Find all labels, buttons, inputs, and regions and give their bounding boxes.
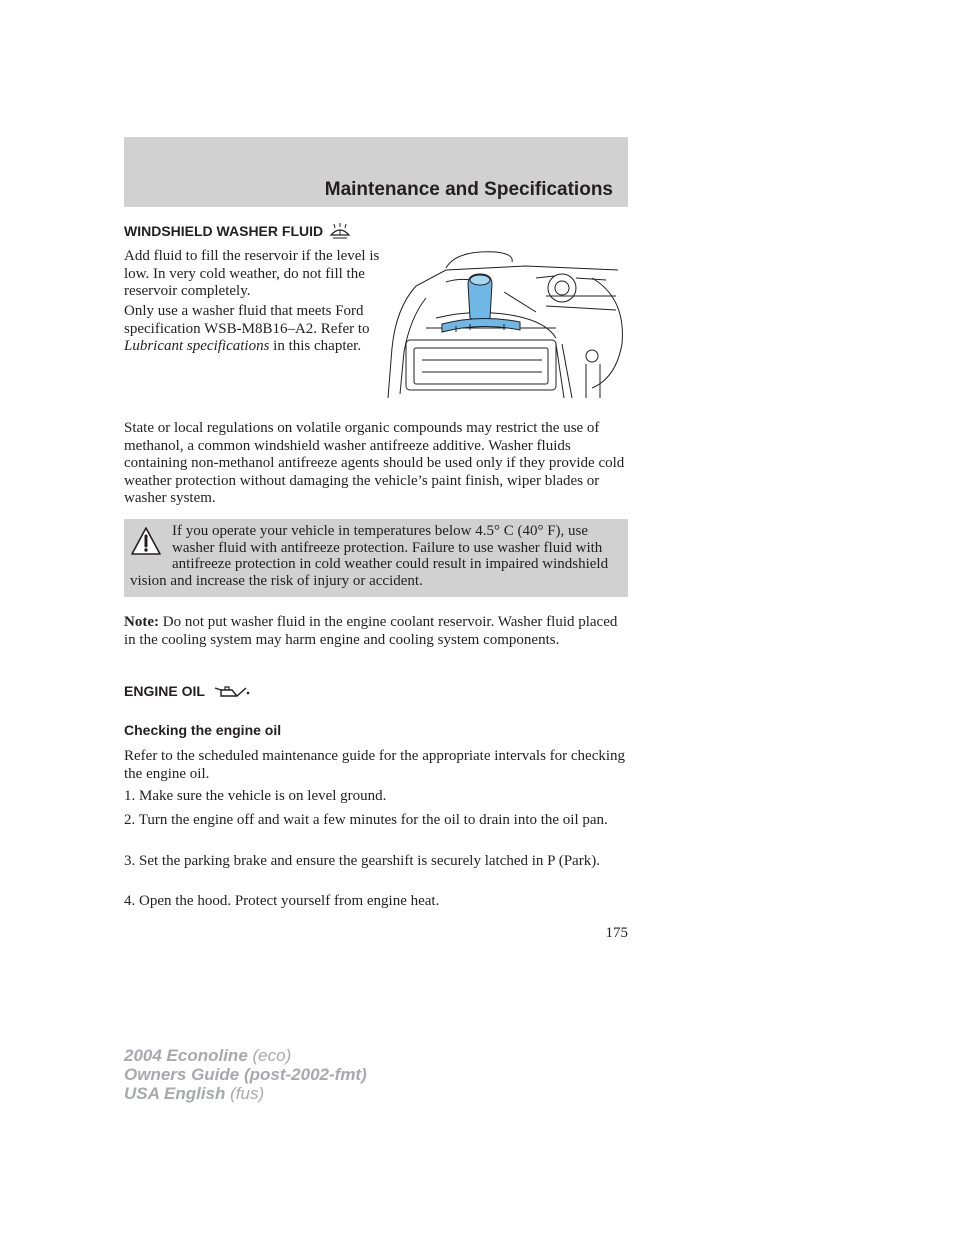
oil-intro-paragraph: Refer to the scheduled maintenance guide for the appropriate intervals for checking the engine oil. (124, 748, 626, 782)
footer-model-code: (eco) (247, 1046, 292, 1065)
lubricant-spec-reference: Lubricant specifications (124, 338, 270, 354)
note-label: Note: (124, 614, 159, 630)
oil-step-4: 4. Open the hood. Protect yourself from engine heat. (124, 893, 440, 909)
warning-box (124, 519, 628, 597)
methanol-regulation-paragraph: State or local regulations on volatile organic compounds may restrict the use of methanol, a common windshield washer antifreeze additive. Washer fluids containing non-methanol antifreeze agents should be used only if they provide cold weather protection without damaging the vehicle’s paint finish, wiper blades or washer system. (124, 420, 625, 506)
warning-text: If you operate your vehicle in temperatures below 4.5° C (40° F), use washer fluid with antifreeze protection. Failure to use washer fluid with antifreeze protection in cold weather could result in impaired windshield vision and increase the risk of injury or accident. (130, 523, 609, 589)
washer-para-2-b: in this chapter. (269, 338, 362, 354)
oil-step-3: 3. Set the parking brake and ensure the gearshift is securely latched in P (Park). (124, 853, 600, 869)
footer-language-code: (fus) (225, 1084, 265, 1103)
note-paragraph (124, 614, 628, 649)
footer-guide: Owners Guide (post-2002-fmt) (124, 1065, 367, 1084)
footer-line-3 (124, 1084, 367, 1103)
header-band (124, 137, 628, 207)
footer-line-1 (124, 1046, 367, 1065)
warning-triangle-icon (130, 525, 162, 557)
checking-oil-subheading: Checking the engine oil (124, 722, 282, 738)
warning-message (130, 523, 616, 589)
washer-para-2 (124, 303, 384, 356)
oil-step-1: 1. Make sure the vehicle is on level ground. (124, 788, 387, 804)
document-footer (124, 1046, 367, 1103)
page-number: 175 (605, 925, 628, 941)
washer-fluid-heading (124, 222, 351, 240)
footer-language: USA English (124, 1084, 226, 1103)
washer-fluid-icon (329, 222, 351, 240)
washer-fluid-heading-text: WINDSHIELD WASHER FLUID (124, 223, 324, 239)
washer-para-1: Add fluid to fill the reservoir if the level is low. In very cold weather, do not fill the reservoir completely. (124, 248, 380, 299)
footer-line-2 (124, 1065, 367, 1084)
engine-compartment-illustration (386, 248, 628, 404)
oil-step-2: 2. Turn the engine off and wait a few minutes for the oil to drain into the oil pan. (124, 812, 608, 828)
washer-reservoir-highlight (442, 274, 520, 332)
page-title: Maintenance and Specifications (324, 179, 613, 200)
footer-model: 2004 Econoline (124, 1046, 248, 1065)
engine-oil-heading-text: ENGINE OIL (124, 683, 205, 699)
oil-can-icon (212, 683, 250, 699)
note-text: Do not put washer fluid in the engine coolant reservoir. Washer fluid placed in the cooling system may harm engine and cooling system components. (124, 614, 618, 648)
engine-oil-heading (124, 683, 250, 699)
washer-para-2-a: Only use a washer fluid that meets Ford specification WSB-M8B16–A2. Refer to (124, 303, 370, 337)
